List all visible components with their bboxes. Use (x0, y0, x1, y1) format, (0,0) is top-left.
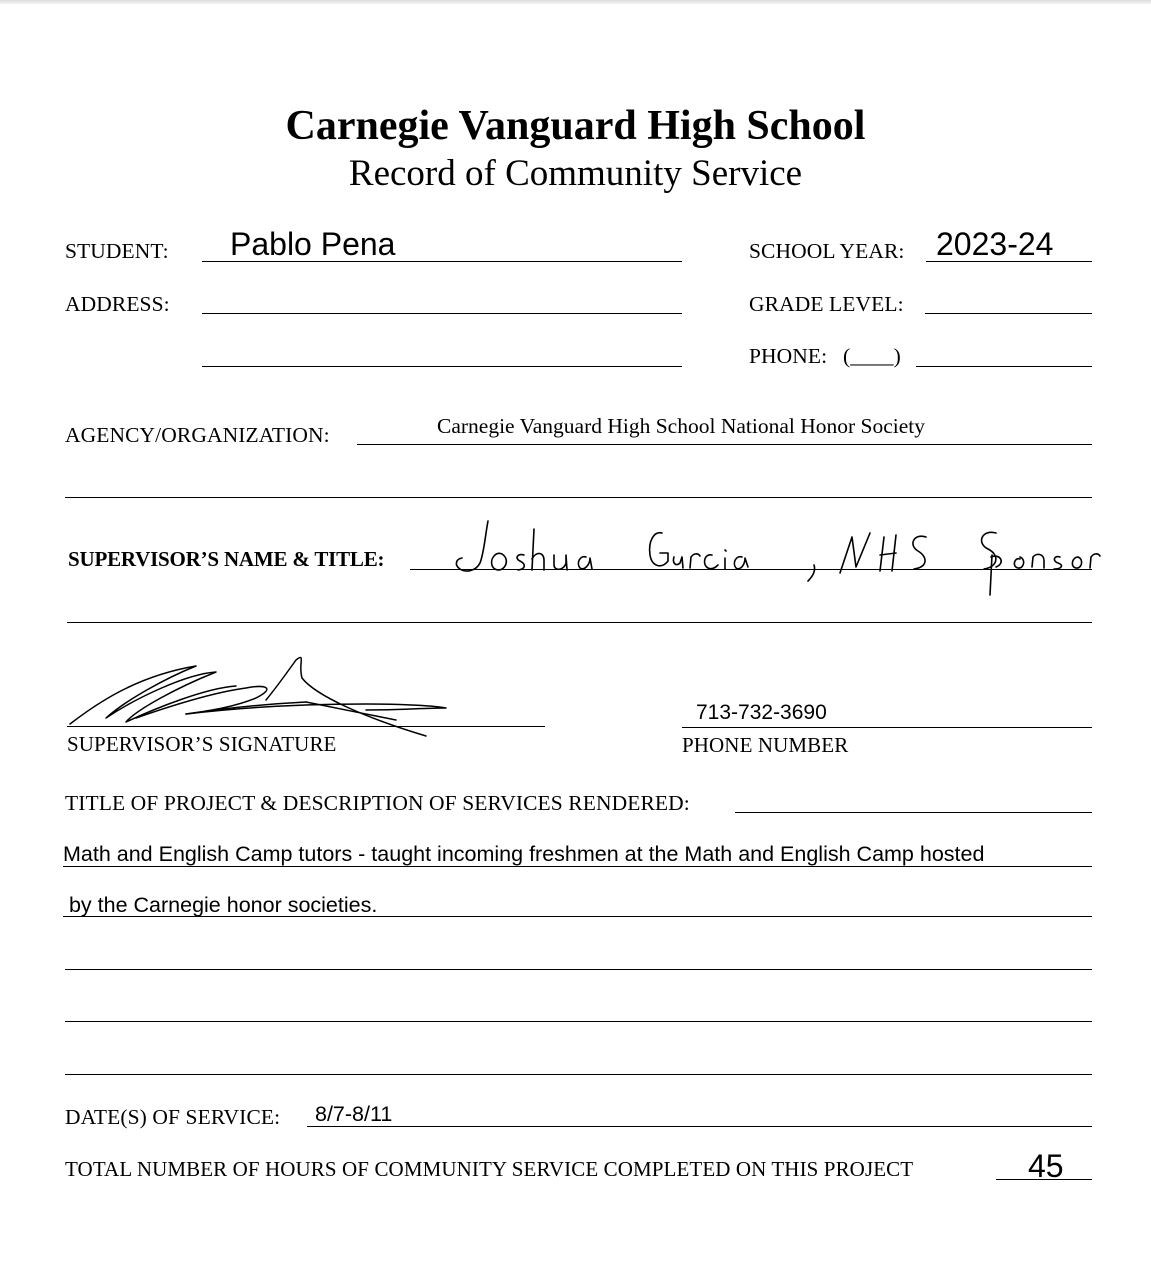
dates-label: DATE(S) OF SERVICE: (65, 1105, 281, 1129)
handwritten-name-drawing (440, 515, 1120, 605)
supervisor-name-title-handwriting[interactable] (440, 515, 1120, 605)
student-label: STUDENT: (65, 239, 169, 263)
project-line2-underline (63, 916, 1092, 917)
school-name: Carnegie Vanguard High School (285, 103, 866, 149)
dates-underline (307, 1126, 1092, 1127)
grade-level-underline (925, 313, 1092, 314)
dates-value[interactable]: 8/7-8/11 (315, 1102, 393, 1126)
project-line1-value[interactable]: Math and English Camp tutors - taught incoming freshmen at the Math and English Camp hosted (63, 842, 985, 866)
supervisor-phone-label: PHONE NUMBER (682, 733, 849, 757)
signature-scribble (66, 648, 466, 743)
supervisor-name-line2 (67, 622, 1092, 623)
hours-underline (996, 1179, 1092, 1180)
project-line3-underline (65, 969, 1092, 970)
address-label: ADDRESS: (65, 292, 170, 316)
school-year-label: SCHOOL YEAR: (749, 239, 905, 263)
hours-label: TOTAL NUMBER OF HOURS OF COMMUNITY SERVICE COMPLETED ON THIS PROJECT (65, 1157, 914, 1181)
project-label: TITLE OF PROJECT & DESCRIPTION OF SERVICES RENDERED: (65, 791, 690, 815)
supervisor-phone-value[interactable]: 713-732-3690 (696, 701, 827, 724)
phone-underline (916, 366, 1092, 367)
viewer-top-edge (0, 0, 1151, 4)
project-line1-underline (63, 866, 1092, 867)
address-line1-underline (202, 313, 682, 314)
grade-level-label: GRADE LEVEL: (749, 292, 904, 316)
project-line5-underline (65, 1074, 1092, 1075)
agency-value[interactable]: Carnegie Vanguard High School National Honor Society (437, 414, 926, 438)
school-year-underline (926, 261, 1092, 262)
project-line4-underline (65, 1021, 1092, 1022)
supervisor-signature-drawing[interactable] (66, 648, 466, 743)
student-underline (202, 261, 682, 262)
agency-underline (357, 444, 1092, 445)
student-name-value[interactable]: Pablo Pena (230, 226, 396, 262)
school-year-value[interactable]: 2023-24 (936, 226, 1054, 262)
address-line2-underline (202, 366, 682, 367)
form-title: Record of Community Service (348, 153, 803, 194)
agency-line2-underline (65, 497, 1092, 498)
project-label-underline (735, 812, 1092, 813)
supervisor-phone-underline (682, 727, 1092, 728)
phone-label: PHONE: (749, 344, 828, 368)
agency-label: AGENCY/ORGANIZATION: (65, 423, 330, 447)
supervisor-name-title-label: SUPERVISOR’S NAME & TITLE: (68, 547, 385, 571)
hours-value[interactable]: 45 (1028, 1148, 1064, 1184)
signature-underline (67, 726, 545, 727)
phone-area-code[interactable]: (____) (843, 344, 901, 368)
supervisor-signature-label: SUPERVISOR’S SIGNATURE (67, 732, 337, 756)
project-line2-value[interactable]: by the Carnegie honor societies. (63, 893, 378, 917)
